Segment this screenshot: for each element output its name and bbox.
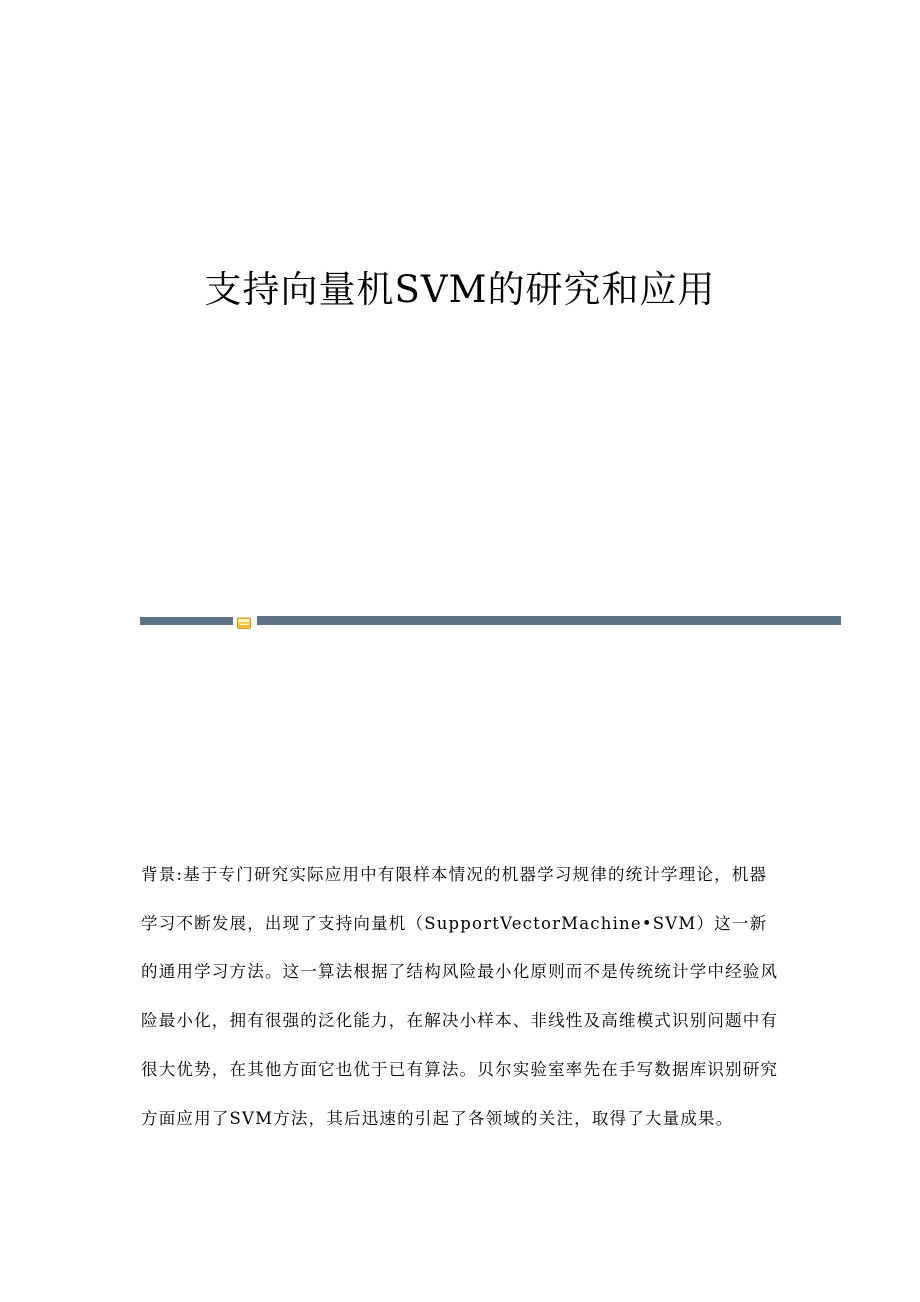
divider-bar-left: [140, 617, 233, 625]
document-title: 支持向量机SVM的研究和应用: [204, 268, 716, 311]
divider-bar-right: [257, 616, 841, 625]
background-paragraph: 背景:基于专门研究实际应用中有限样本情况的机器学习规律的统计学理论，机器学习不断发展，出现了支持向量机（SupportVectorMachine•SVM）这一新的通用学习方法。这一算法根据了结构风险最小化原则而不是传统统计学中经验风险最小化，拥有很强的泛化能力，在解决小样本、非线性及高维模式识别问题中有很大优势，在其他方面它也优于已有算法。贝尔实验室率先在手写数据库识别研究方面应用了SVM方法，其后迅速的引起了各领域的关注，取得了大量成果。: [141, 865, 779, 1128]
folder-icon: [237, 614, 251, 626]
section-divider: [140, 614, 841, 626]
